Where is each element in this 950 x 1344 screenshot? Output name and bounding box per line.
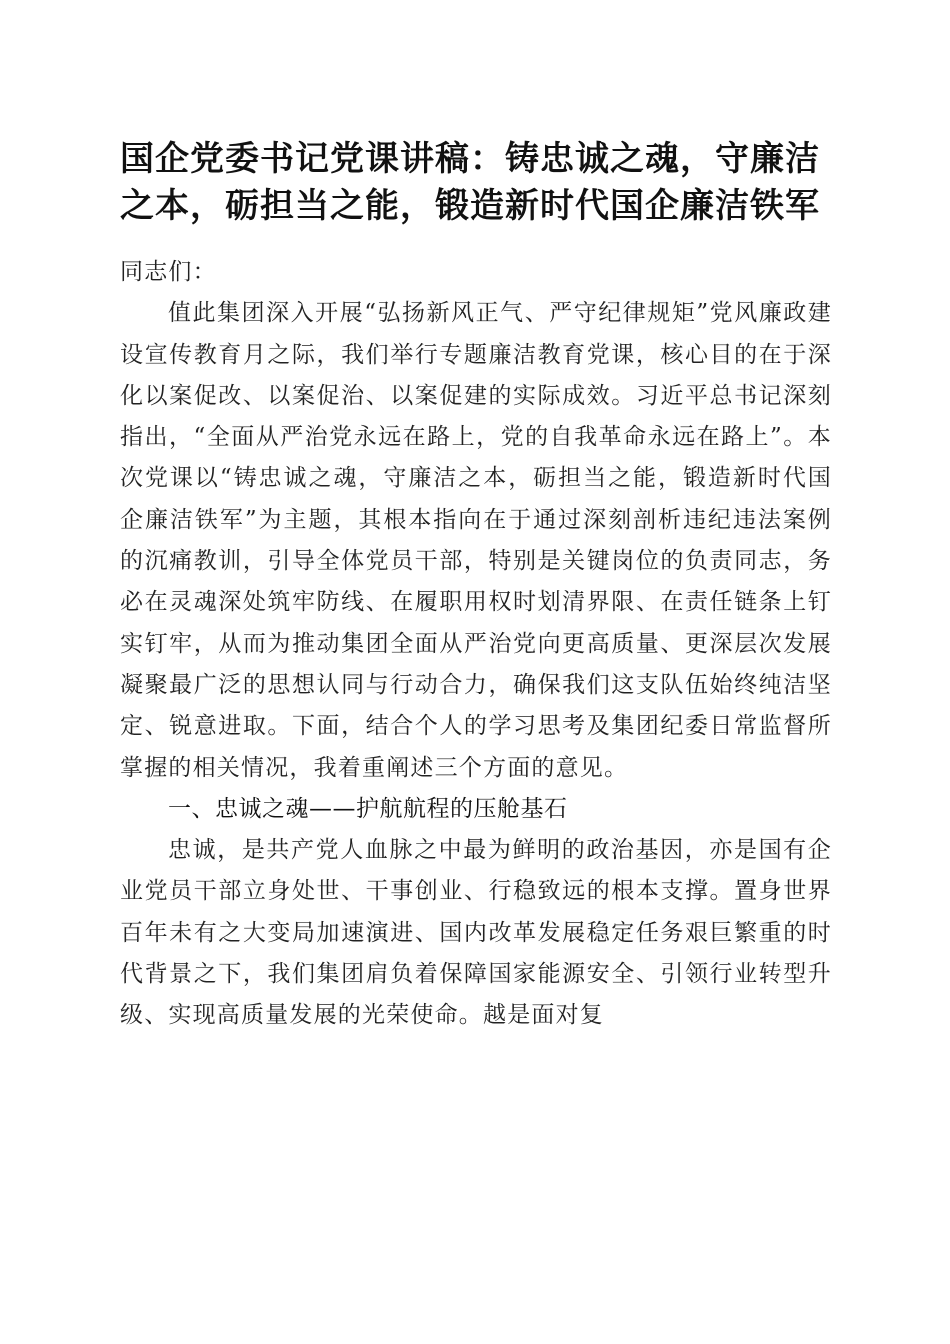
document-body	[120, 252, 832, 1037]
intro-paragraph: 值此集团深入开展“弘扬新风正气、严守纪律规矩”党风廉政建设宣传教育月之际，我们举行专题廉洁教育党课，核心目的在于深化以案促改、以案促治、以案促建的实际成效。习近平总书记深刻指出，“全面从严治党永远在路上，党的自我革命永远在路上”。本次党课以“铸忠诚之魂，守廉洁之本，砺担当之能，锻造新时代国企廉洁铁军”为主题，其根本指向在于通过深刻剖析违纪违法案例的沉痛教训，引导全体党员干部，特别是关键岗位的负责同志，务必在灵魂深处筑牢防线、在履职用权时划清界限、在责任链条上钉实钉牢，从而为推动集团全面从严治党向更高质量、更深层次发展凝聚最广泛的思想认同与行动合力，确保我们这支队伍始终纯洁坚定、锐意进取。下面，结合个人的学习思考及集团纪委日常监督所掌握的相关情况，我着重阐述三个方面的意见。	[120, 300, 832, 781]
title-line-1: 国企党委书记党课讲稿：铸忠诚之魂，守廉洁	[120, 139, 820, 179]
title-line-2: 之本，砺担当之能，锻造新时代国企廉洁铁军	[120, 186, 820, 226]
salutation: 同志们：	[120, 259, 217, 285]
section-heading-1: 一、忠诚之魂——护航航程的压舱基石	[168, 795, 568, 822]
document-title	[120, 136, 832, 230]
section-1-paragraph: 忠诚，是共产党人血脉之中最为鲜明的政治基因，亦是国有企业党员干部立身处世、干事创业、行稳致远的根本支撑。置身世界百年未有之大变局加速演进、国内改革发展稳定任务艰巨繁重的时代背景之下，我们集团肩负着保障国家能源安全、引领行业转型升级、实现高质量发展的光荣使命。越是面对复	[120, 837, 832, 1029]
